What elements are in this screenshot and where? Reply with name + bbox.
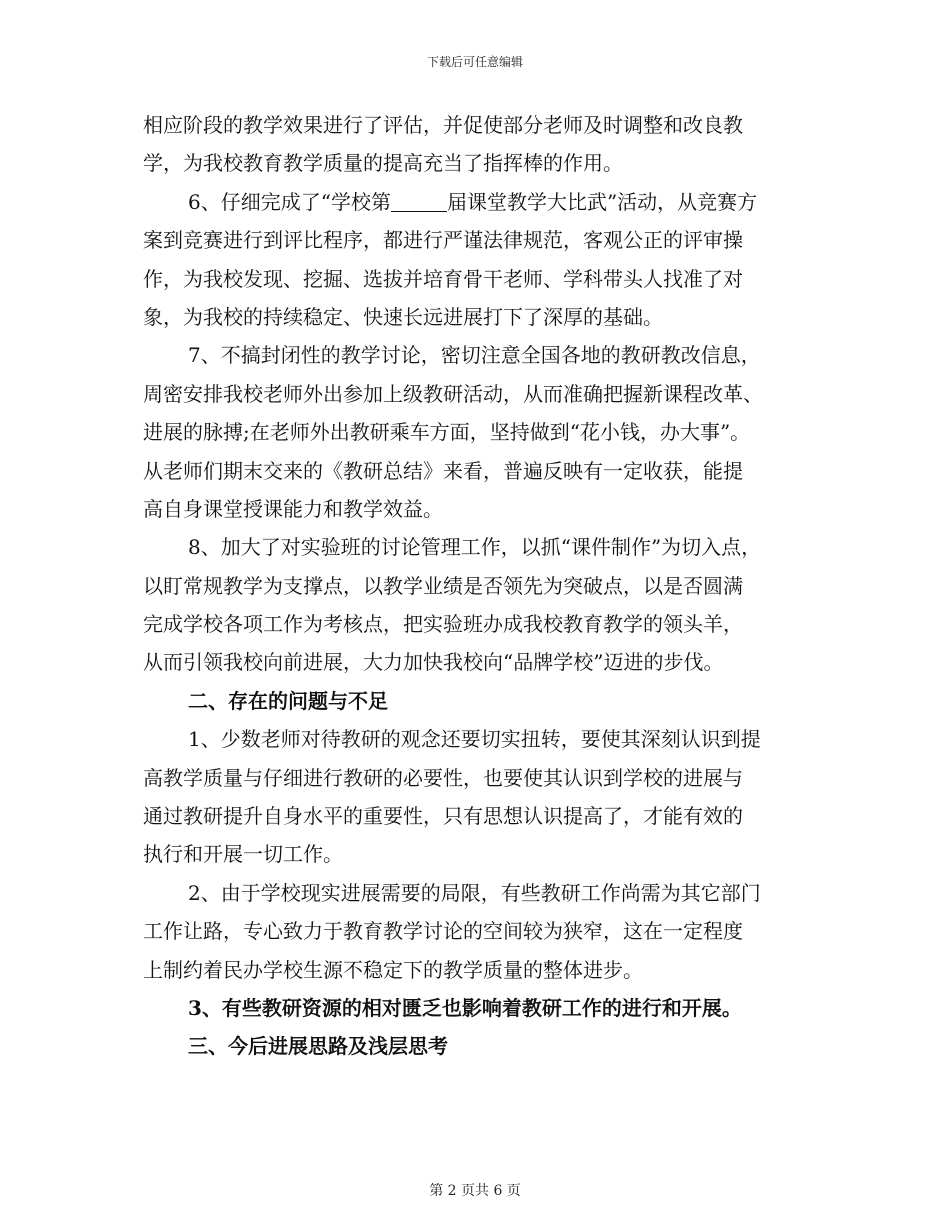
text-line: 从而引领我校向前进展，大力加快我校向“品牌学校”迈进的步伐。	[143, 650, 724, 675]
text-line	[143, 183, 833, 221]
text-line: 2、由于学校现实进展需要的局限，有些教研工作尚需为其它部门	[188, 880, 761, 905]
text-span: 届课堂教学大比武”活动，从竞赛方	[446, 189, 758, 214]
page-footer: 第 2 页共 6 页	[429, 1183, 521, 1199]
text-line: 1、少数老师对待教研的观念还要切实扭转，要使其深刻认识到提	[188, 727, 761, 752]
text-line: 学，为我校教育教学质量的提高充当了指挥棒的作用。	[143, 151, 623, 176]
text-line: 3、有些教研资源的相对匮乏也影响着教研工作的进行和开展。	[188, 995, 742, 1020]
text-line: 工作让路，专心致力于教育教学讨论的空间较为狭窄，这在一定程度	[143, 919, 743, 944]
text-line: 案到竞赛进行到评比程序，都进行严谨法律规范，客观公正的评审操	[143, 228, 743, 253]
section-heading: 二、存在的问题与不足	[188, 688, 388, 713]
text-line: 7、不搞封闭性的教学讨论，密切注意全国各地的教研教改信息，	[188, 343, 761, 368]
text-line: 相应阶段的教学效果进行了评估，并促使部分老师及时调整和改良教	[143, 113, 743, 137]
page-header: 下载后可任意编辑	[426, 55, 523, 69]
text-line: 通过教研提升自身水平的重要性，只有思想认识提高了，才能有效的	[143, 804, 743, 829]
text-line: 8、加大了对实验班的讨论管理工作，以抓“课件制作”为切入点，	[188, 535, 762, 560]
text-line: 高自身课堂授课能力和教学效益。	[143, 496, 443, 521]
document-body	[143, 106, 833, 1066]
text-line: 周密安排我校老师外出参加上级教研活动，从而准确把握新课程改革、	[143, 381, 763, 406]
text-line: 以盯常规教学为支撑点，以教学业绩是否领先为突破点，以是否圆满	[143, 573, 743, 598]
text-line: 完成学校各项工作为考核点，把实验班办成我校教育教学的领头羊，	[143, 612, 743, 637]
text-line: 执行和开展一切工作。	[143, 842, 343, 867]
text-line: 作，为我校发现、挖掘、选拔并培育骨干老师、学科带头人找准了对	[143, 266, 743, 291]
text-line: 进展的脉搏;在老师外出教研乘车方面，坚持做到“花小钱，办大事”。	[143, 420, 751, 445]
text-span: 6、仔细完成了“学校第	[188, 189, 391, 214]
fill-in-blank	[391, 189, 447, 212]
section-heading: 三、今后进展思路及浅层思考	[188, 1034, 448, 1059]
text-line: 高教学质量与仔细进行教研的必要性，也要使其认识到学校的进展与	[143, 765, 743, 790]
text-line: 象，为我校的持续稳定、快速长远进展打下了深厚的基础。	[143, 304, 663, 329]
text-line: 上制约着民办学校生源不稳定下的教学质量的整体进步。	[143, 957, 643, 982]
text-line: 从老师们期末交来的《教研总结》来看，普遍反映有一定收获，能提	[143, 458, 743, 483]
